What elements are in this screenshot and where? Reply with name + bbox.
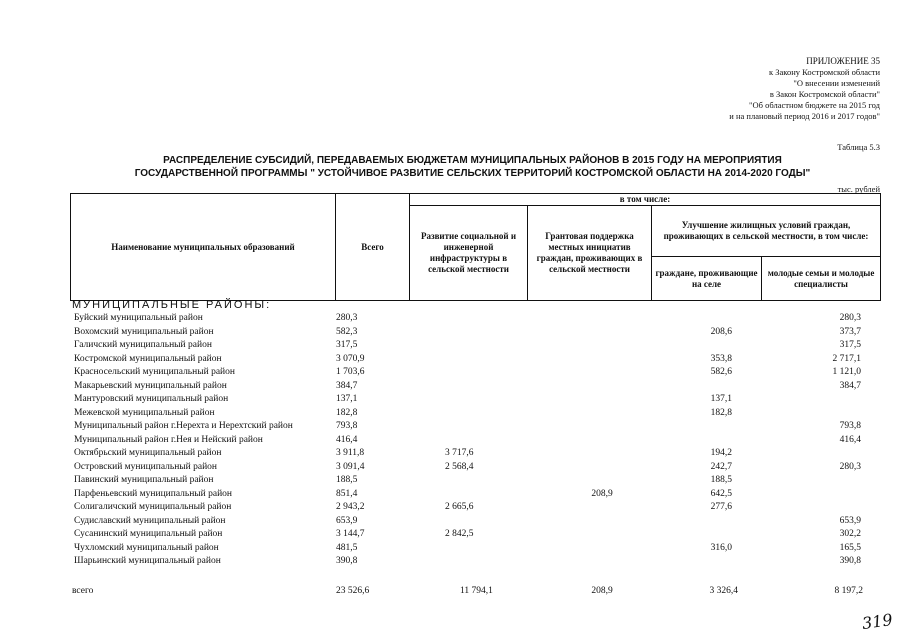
cell-name: Муниципальный район г.Нея и Нейский район	[74, 434, 263, 445]
totals-citizens: 3 326,4	[709, 586, 738, 596]
cell-citizens: 582,6	[710, 367, 732, 377]
table-row	[70, 448, 881, 462]
appendix-line: ПРИЛОЖЕНИЕ 35	[806, 56, 880, 66]
cell-citizens: 137,1	[710, 394, 732, 404]
cell-total: 3 144,7	[336, 529, 365, 539]
table-row	[70, 543, 881, 557]
page-number: 319	[861, 609, 895, 634]
cell-young: 302,2	[839, 529, 861, 539]
cell-citizens: 277,6	[710, 502, 732, 512]
table-row	[70, 475, 881, 489]
cell-dev: 2 665,6	[445, 502, 474, 512]
appendix-line: "Об областном бюджете на 2015 год	[749, 100, 880, 110]
table-row	[70, 381, 881, 395]
cell-name: Муниципальный район г.Нерехта и Нерехтский район	[74, 421, 293, 431]
cell-total: 384,7	[336, 380, 358, 391]
cell-total: 1 703,6	[336, 367, 365, 377]
table-row	[70, 529, 881, 543]
cell-total: 793,8	[336, 421, 358, 431]
totals-grant: 208,9	[591, 586, 613, 596]
table-row	[70, 516, 881, 530]
header-dev: Развитие социальной и инженерной инфраструктуры в сельской местности	[409, 205, 528, 301]
units-label: тыс. рублей	[837, 184, 880, 194]
cell-total: 851,4	[336, 488, 358, 499]
header-including: в том числе:	[409, 193, 881, 206]
cell-total: 582,3	[336, 326, 358, 337]
cell-young: 165,5	[839, 542, 861, 553]
cell-citizens: 316,0	[710, 542, 732, 553]
cell-name: Макарьевский муниципальный район	[74, 380, 227, 391]
cell-young: 384,7	[839, 380, 861, 391]
appendix-line: в Закон Костромской области"	[769, 89, 880, 99]
cell-total: 3 911,8	[336, 448, 365, 458]
header-young: молодые семьи и молодые специалисты	[761, 256, 881, 301]
totals-label: всего	[72, 586, 94, 596]
table-row	[70, 489, 881, 503]
cell-total: 3 070,9	[336, 353, 365, 364]
cell-name: Межевской муниципальный район	[74, 407, 215, 418]
header-name: Наименование муниципальных образований	[70, 193, 336, 301]
table-row	[70, 435, 881, 449]
cell-total: 317,5	[336, 340, 358, 350]
cell-name: Судиславский муниципальный район	[74, 515, 226, 526]
cell-total: 390,8	[336, 556, 358, 566]
appendix-line: к Закону Костромской области	[769, 67, 880, 77]
cell-young: 416,4	[839, 434, 861, 445]
table-body	[70, 313, 881, 570]
cell-young: 317,5	[839, 340, 861, 350]
cell-name: Буйский муниципальный район	[74, 313, 203, 323]
cell-total: 280,3	[336, 313, 358, 323]
cell-dev: 2 568,4	[445, 461, 474, 472]
cell-young: 280,3	[839, 461, 861, 472]
table-row	[70, 313, 881, 327]
cell-citizens: 642,5	[710, 488, 732, 499]
cell-young: 390,8	[839, 556, 861, 566]
cell-citizens: 194,2	[710, 448, 732, 458]
header-total: Всего	[335, 193, 410, 301]
cell-young: 373,7	[839, 326, 861, 337]
title-line-2: ГОСУДАРСТВЕННОЙ ПРОГРАММЫ " УСТОЙЧИВОЕ РАЗВИТИЕ СЕЛЬСКИХ ТЕРРИТОРИЙ КОСТРОМСКОЙ ОБЛАСТИ НА 2014-2020 ГОДЫ"	[134, 168, 811, 179]
title-line-1: РАСПРЕДЕЛЕНИЕ СУБСИДИЙ, ПЕРЕДАВАЕМЫХ БЮДЖЕТАМ МУНИЦИПАЛЬНЫХ РАЙОНОВ В 2015 ГОДУ НА МЕРОПРИЯТИЯ	[163, 155, 782, 166]
cell-name: Мантуровский муниципальный район	[74, 394, 229, 404]
table-row	[70, 408, 881, 422]
table-row	[70, 502, 881, 516]
table-row	[70, 394, 881, 408]
cell-citizens: 182,8	[710, 407, 732, 418]
cell-citizens: 242,7	[710, 461, 732, 472]
table-number: Таблица 5.3	[837, 142, 880, 152]
cell-name: Октябрьский муниципальный район	[74, 448, 222, 458]
document-title	[60, 154, 885, 180]
cell-name: Костромской муниципальный район	[74, 353, 222, 364]
table-row	[70, 327, 881, 341]
cell-name: Чухломский муниципальный район	[74, 542, 219, 553]
cell-citizens: 208,6	[710, 326, 732, 337]
table-row	[70, 556, 881, 570]
table-row	[70, 462, 881, 476]
cell-total: 137,1	[336, 394, 358, 404]
appendix-line: "О внесении изменений	[793, 78, 880, 88]
cell-name: Вохомский муниципальный район	[74, 326, 214, 337]
cell-name: Галичский муниципальный район	[74, 340, 212, 350]
cell-grant: 208,9	[591, 488, 613, 499]
table-row	[70, 354, 881, 368]
cell-dev: 3 717,6	[445, 448, 474, 458]
cell-name: Сусанинский муниципальный район	[74, 529, 223, 539]
table-row	[70, 367, 881, 381]
cell-total: 481,5	[336, 542, 358, 553]
cell-name: Красносельский муниципальный район	[74, 367, 235, 377]
cell-total: 416,4	[336, 434, 358, 445]
cell-name: Островский муниципальный район	[74, 461, 218, 472]
cell-young: 2 717,1	[832, 353, 861, 364]
cell-dev: 2 842,5	[445, 529, 474, 539]
header-grant: Грантовая поддержка местных инициатив граждан, проживающих в сельской местности	[527, 205, 652, 301]
cell-name: Павинский муниципальный район	[74, 475, 214, 485]
appendix-line: и на плановый период 2016 и 2017 годов"	[729, 111, 880, 121]
cell-young: 1 121,0	[832, 367, 861, 377]
cell-citizens: 353,8	[710, 353, 732, 364]
totals-young: 8 197,2	[834, 586, 863, 596]
totals-row	[70, 586, 881, 600]
cell-name: Шарьинский муниципальный район	[74, 556, 221, 566]
appendix-block	[729, 56, 880, 122]
table-row	[70, 340, 881, 354]
table-header	[70, 193, 881, 301]
section-heading: МУНИЦИПАЛЬНЫЕ РАЙОНЫ:	[72, 299, 272, 311]
header-housing: Улучшение жилищных условий граждан, проживающих в сельской местности, в том числе:	[651, 205, 881, 257]
cell-name: Солигаличский муниципальный район	[74, 502, 232, 512]
cell-total: 2 943,2	[336, 502, 365, 512]
cell-young: 793,8	[839, 421, 861, 431]
totals-dev: 11 794,1	[460, 586, 493, 596]
cell-young: 280,3	[839, 313, 861, 323]
cell-total: 653,9	[336, 515, 358, 526]
table-row	[70, 421, 881, 435]
cell-total: 3 091,4	[336, 461, 365, 472]
cell-citizens: 188,5	[710, 475, 732, 485]
cell-young: 653,9	[839, 515, 861, 526]
cell-total: 182,8	[336, 407, 358, 418]
totals-total: 23 526,6	[336, 586, 370, 596]
cell-total: 188,5	[336, 475, 358, 485]
cell-name: Парфеньевский муниципальный район	[74, 488, 233, 499]
header-citizens: граждане, проживающие на селе	[651, 256, 762, 301]
